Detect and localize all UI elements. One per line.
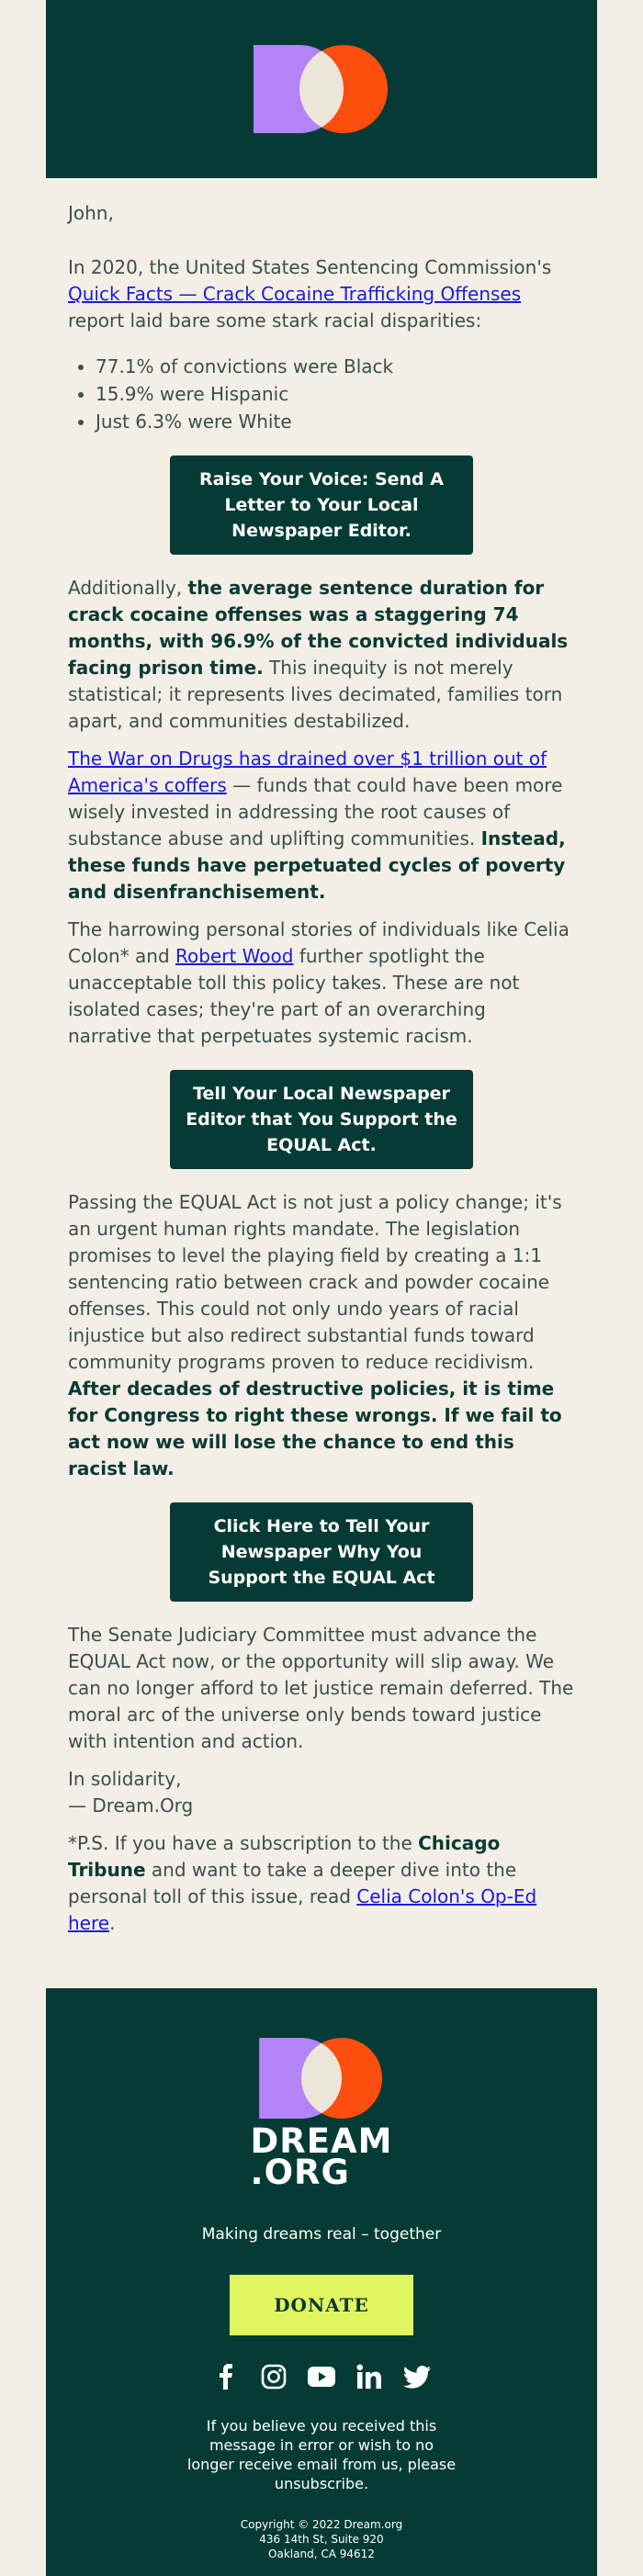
para-bold: Instead, these funds have perpetuated cycles of poverty and disenfranchisement. [68, 827, 566, 903]
signoff-line: — Dream.Org [68, 1794, 194, 1817]
para-bold: the average sentence duration for crack cocaine offenses was a staggering 74 months, with 96.9% of the convicted individuals facing prison time. [68, 577, 569, 679]
list-item: • Just 6.3% were White [96, 408, 575, 435]
signoff-line: In solidarity, [68, 1768, 182, 1790]
para-text: This inequity is not merely statistical; it represents lives decimated, families torn apart, and communities destabilized. [68, 657, 563, 732]
sentence-paragraph [68, 575, 575, 735]
list-item: • 77.1% of convictions were Black [96, 353, 575, 380]
cta-row-2 [68, 1070, 575, 1169]
para-text: . [109, 1912, 116, 1934]
email-footer [46, 1988, 597, 2576]
support-equal-act-button[interactable]: Tell Your Local Newspaper Editor that You Support the EQUAL Act. [170, 1070, 473, 1169]
donate-button[interactable]: DONATE [230, 2275, 413, 2335]
list-item: • 15.9% were Hispanic [96, 380, 575, 408]
dream-logo [259, 2038, 384, 2119]
email-body [46, 178, 597, 1937]
facebook-icon[interactable] [212, 2363, 240, 2390]
para-text: The harrowing personal stories of individuals like Celia Colon* and [68, 918, 570, 967]
copyright: Copyright © 2022 Dream.org [240, 2518, 403, 2531]
wordmark-line: DREAM [250, 2121, 393, 2161]
op-ed-link[interactable]: Celia Colon's Op-Ed here [68, 1885, 537, 1934]
dream-logo [254, 45, 389, 133]
para-text: further spotlight the unacceptable toll this policy takes. These are not isolated cases; they're part of an overarching narrative that perpetuates systemic racism. [68, 945, 520, 1047]
intro-paragraph [68, 254, 575, 334]
intro-text-end: report laid bare some stark racial disparities: [68, 309, 482, 332]
ps-paragraph [68, 1830, 575, 1937]
instagram-icon[interactable] [260, 2363, 288, 2390]
email-header [46, 0, 597, 178]
tagline: Making dreams real – together [201, 2225, 442, 2244]
signoff [68, 1766, 575, 1819]
unsubscribe-text[interactable]: If you believe you received this message in error or wish to no longer receive email from us, please unsubscribe. [186, 2417, 457, 2492]
equal-act-paragraph [68, 1189, 575, 1482]
quick-facts-link[interactable]: Quick Facts — Crack Cocaine Trafficking Offenses [68, 283, 522, 305]
cta-row-1 [68, 456, 575, 555]
para-bold: After decades of destructive policies, it is time for Congress to right these wrongs. If we fail to act now we will lose the chance to end this racist law. [68, 1378, 562, 1479]
para-bold: Chicago Tribune [68, 1832, 501, 1881]
twitter-icon[interactable] [403, 2363, 431, 2390]
tell-newspaper-button[interactable]: Click Here to Tell Your Newspaper Why You Support the EQUAL Act [170, 1502, 473, 1602]
stats-list [68, 353, 575, 435]
cta-row-3 [68, 1502, 575, 1602]
war-on-drugs-paragraph [68, 746, 575, 906]
para-text: Passing the EQUAL Act is not just a policy change; it's an urgent human rights mandate. The legislation promises to level the playing field by creating a 1:1 sentencing ratio between crack and powder cocaine offenses. This could not only undo years of racial injustice but also redirect substantial funds toward community programs proven to reduce recidivism. [68, 1191, 562, 1373]
send-letter-button[interactable]: Raise Your Voice: Send A Letter to Your Local Newspaper Editor. [170, 456, 473, 555]
robert-wood-link[interactable]: Robert Wood [175, 945, 294, 967]
dream-wordmark [250, 2121, 393, 2192]
intro-text: In 2020, the United States Sentencing Commission's [68, 256, 552, 278]
senate-paragraph: The Senate Judiciary Committee must advance the EQUAL Act now, or the opportunity will slip away. We can no longer afford to let justice remain deferred. The moral arc of the universe only bends toward justice with intention and action. [68, 1624, 574, 1752]
greeting: John, [68, 202, 114, 224]
address-line: Oakland, CA 94612 [268, 2548, 375, 2560]
para-text: and want to take a deeper dive into the personal toll of this issue, read [68, 1859, 517, 1907]
war-on-drugs-link[interactable]: The War on Drugs has drained over $1 trillion out of America's coffers [68, 748, 547, 796]
para-text: *P.S. If you have a subscription to the [68, 1832, 412, 1854]
wordmark-line: .ORG [250, 2153, 350, 2192]
para-text: Additionally, [68, 577, 183, 599]
social-links [212, 2363, 431, 2390]
address-line: 436 14th St, Suite 920 [259, 2533, 384, 2546]
email-container [46, 0, 597, 2576]
linkedin-icon[interactable] [355, 2363, 383, 2390]
personal-stories-paragraph [68, 917, 575, 1050]
youtube-icon[interactable] [308, 2363, 335, 2390]
para-text: — funds that could have been more wisely invested in addressing the root causes of substance abuse and uplifting communities. [68, 774, 563, 849]
